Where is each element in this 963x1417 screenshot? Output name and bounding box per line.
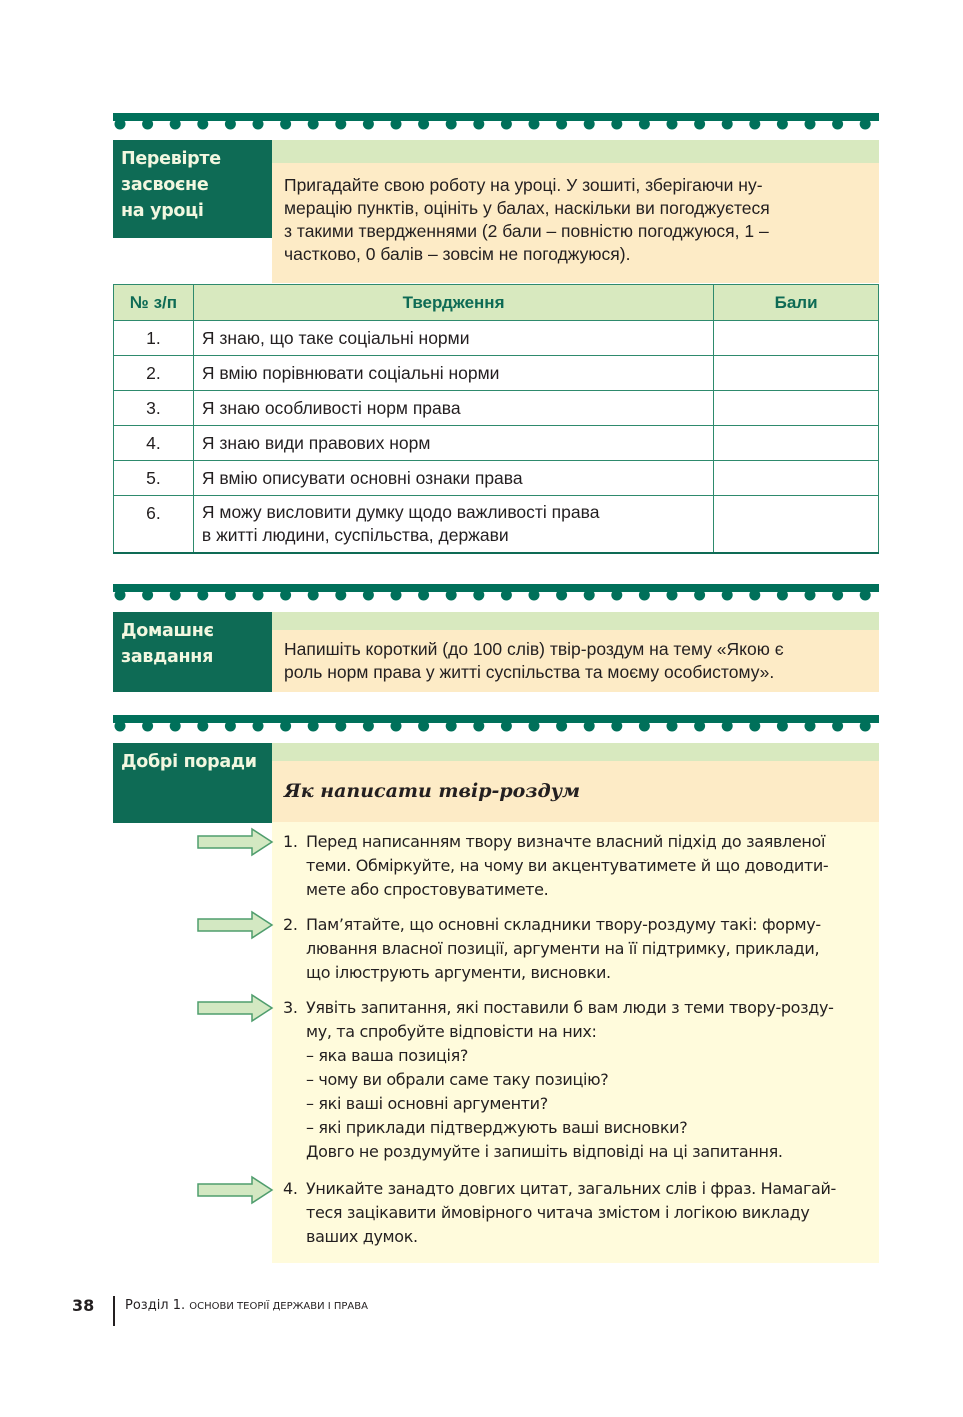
decor-dot <box>142 590 153 601</box>
section-label-homework: Домашнє завдання <box>113 612 272 692</box>
decor-dot <box>694 721 705 732</box>
arrow-right-icon <box>196 910 276 940</box>
table-row <box>114 321 879 356</box>
header-strip <box>272 140 879 163</box>
decor-dot <box>197 590 208 601</box>
decor-dot <box>667 721 678 732</box>
decor-dot <box>225 590 236 601</box>
row-number: 2. <box>114 356 194 391</box>
row-statement: Я знаю особливості норм права <box>193 391 713 426</box>
decor-dot <box>280 119 291 130</box>
decor-dot <box>639 721 650 732</box>
running-footer: Розділ 1. ОСНОВИ ТЕОРІЇ ДЕРЖАВИ І ПРАВА <box>125 1298 368 1313</box>
decor-dot <box>529 590 540 601</box>
decor-dot <box>363 721 374 732</box>
decor-dot <box>225 721 236 732</box>
decor-dot <box>777 590 788 601</box>
col-header-statement: Твердження <box>193 285 713 321</box>
row-statement: Я вмію описувати основні ознаки права <box>193 461 713 496</box>
tips-section <box>113 715 879 823</box>
self-assessment-table <box>113 284 879 554</box>
decor-dot <box>501 721 512 732</box>
section-label-check: Перевірте засвоєне на уроці <box>113 140 272 238</box>
decor-dot <box>556 721 567 732</box>
section-label-tips: Добрі поради <box>113 743 272 823</box>
decor-dot <box>197 721 208 732</box>
decor-dot <box>584 119 595 130</box>
tip-item: 3. Уявіть запитання, які поставили б вам люди з теми твору-розду- му, та спробуйте відповісти на них: – яка ваша позиція? – чому ви обрали саме таку позицію? – які ваші основні аргументи? – які приклади підтверджують ваші висновки? Довго не роздумуйте і запишіть відповіді на ці запитання. <box>283 998 834 1161</box>
decor-dot <box>363 590 374 601</box>
decor-dot <box>115 119 126 130</box>
decor-dot <box>722 119 733 130</box>
decor-dot <box>335 721 346 732</box>
decor-dot <box>170 590 181 601</box>
decor-dot <box>253 119 264 130</box>
decor-dot <box>611 119 622 130</box>
table-row <box>114 496 879 553</box>
decor-dot <box>197 119 208 130</box>
col-header-score: Бали <box>714 285 879 321</box>
decor-dot <box>611 590 622 601</box>
decor-dot <box>805 721 816 732</box>
row-score <box>714 496 879 553</box>
decor-dot <box>473 721 484 732</box>
tip-item: 4. Уникайте занадто довгих цитат, загальних слів і фраз. Намагай- теся зацікавити ймовірного читача змістом і логікою викладу ваших думок. <box>283 1179 836 1246</box>
decor-dot <box>335 119 346 130</box>
col-header-number: № з/п <box>114 285 194 321</box>
decor-dot <box>556 119 567 130</box>
header-strip <box>272 743 879 761</box>
row-number: 4. <box>114 426 194 461</box>
row-statement: Я можу висловити думку щодо важливості права в житті людини, суспільства, держави <box>193 496 713 553</box>
row-score <box>714 461 879 496</box>
decor-dot <box>501 119 512 130</box>
row-statement: Я знаю, що таке соціальні норми <box>193 321 713 356</box>
dotted-border <box>113 715 879 733</box>
table-header-row <box>114 285 879 321</box>
row-number: 3. <box>114 391 194 426</box>
decor-dot <box>805 119 816 130</box>
decor-dot <box>280 721 291 732</box>
decor-dot <box>170 119 181 130</box>
decor-dot <box>860 590 871 601</box>
homework-text: Напишіть короткий (до 100 слів) твір-роздум на тему «Якою є роль норм права у житті суспільства та моєму особистому». <box>284 639 784 682</box>
decor-dot <box>556 590 567 601</box>
tip-item: 1. Перед написанням твору визначте власний підхід до заявленої теми. Обміркуйте, на чому ви акцентуватимете й що доводити- мете або спростовуватимете. <box>283 832 829 899</box>
decor-dot <box>335 590 346 601</box>
decor-dot <box>308 119 319 130</box>
row-score <box>714 356 879 391</box>
header-strip <box>272 612 879 630</box>
homework-section <box>113 584 879 692</box>
decor-dot <box>115 721 126 732</box>
intro-text: Пригадайте свою роботу на уроці. У зошиті, зберігаючи ну- мерацію пунктів, оцініть у балах, наскільки ви погоджуєтеся з такими твердженнями (2 бали – повністю погоджуюся, 1 – частково, 0 балів – зовсім не погоджуюся). <box>284 175 770 264</box>
decor-dot <box>694 590 705 601</box>
decor-dot <box>446 119 457 130</box>
decor-dot <box>529 119 540 130</box>
decor-dot <box>860 721 871 732</box>
decor-dot <box>142 721 153 732</box>
arrow-right-icon <box>196 1175 276 1205</box>
row-score <box>714 426 879 461</box>
arrow-right-icon <box>196 993 276 1023</box>
decor-dot <box>860 119 871 130</box>
decor-dot <box>225 119 236 130</box>
row-statement: Я вмію порівнювати соціальні норми <box>193 356 713 391</box>
footer-divider <box>113 1296 115 1326</box>
decor-dot <box>391 721 402 732</box>
decor-dot <box>639 590 650 601</box>
row-score <box>714 391 879 426</box>
table-row <box>114 461 879 496</box>
decor-dot <box>805 590 816 601</box>
decor-dot <box>501 590 512 601</box>
decor-dot <box>777 119 788 130</box>
decor-dot <box>777 721 788 732</box>
decor-dot <box>832 590 843 601</box>
decor-dot <box>832 119 843 130</box>
decor-dot <box>418 590 429 601</box>
decor-dot <box>446 590 457 601</box>
decor-dot <box>749 590 760 601</box>
row-number: 5. <box>114 461 194 496</box>
decor-dot <box>308 721 319 732</box>
page-number: 38 <box>72 1296 95 1315</box>
table-row <box>114 356 879 391</box>
row-number: 1. <box>114 321 194 356</box>
decor-dot <box>170 721 181 732</box>
decor-dot <box>529 721 540 732</box>
tip-item: 2. Пам’ятайте, що основні складники твору-роздуму такі: форму- лювання власної позиції, аргументи на її підтримку, приклади, що ілюструють аргументи, висновки. <box>283 915 821 982</box>
decor-dot <box>667 119 678 130</box>
decor-dot <box>473 590 484 601</box>
decor-dot <box>253 590 264 601</box>
table-row <box>114 391 879 426</box>
dotted-border <box>113 113 879 131</box>
decor-dot <box>280 590 291 601</box>
decor-dot <box>391 590 402 601</box>
decor-dot <box>694 119 705 130</box>
decor-dot <box>749 721 760 732</box>
table-row <box>114 426 879 461</box>
decor-dot <box>749 119 760 130</box>
decor-dot <box>363 119 374 130</box>
decor-dot <box>418 721 429 732</box>
decor-dot <box>308 590 319 601</box>
decor-dot <box>584 590 595 601</box>
row-statement: Я знаю види правових норм <box>193 426 713 461</box>
decor-dot <box>142 119 153 130</box>
arrow-right-icon <box>196 827 276 857</box>
decor-dot <box>391 119 402 130</box>
decor-dot <box>639 119 650 130</box>
decor-dot <box>418 119 429 130</box>
decor-dot <box>611 721 622 732</box>
dotted-border <box>113 584 879 602</box>
tips-heading: Як написати твір-роздум <box>284 780 581 802</box>
check-section <box>113 113 879 283</box>
decor-dot <box>446 721 457 732</box>
decor-dot <box>722 590 733 601</box>
decor-dot <box>832 721 843 732</box>
decor-dot <box>667 590 678 601</box>
row-score <box>714 321 879 356</box>
decor-dot <box>722 721 733 732</box>
decor-dot <box>473 119 484 130</box>
decor-dot <box>115 590 126 601</box>
row-number: 6. <box>114 496 194 553</box>
decor-dot <box>253 721 264 732</box>
decor-dot <box>584 721 595 732</box>
